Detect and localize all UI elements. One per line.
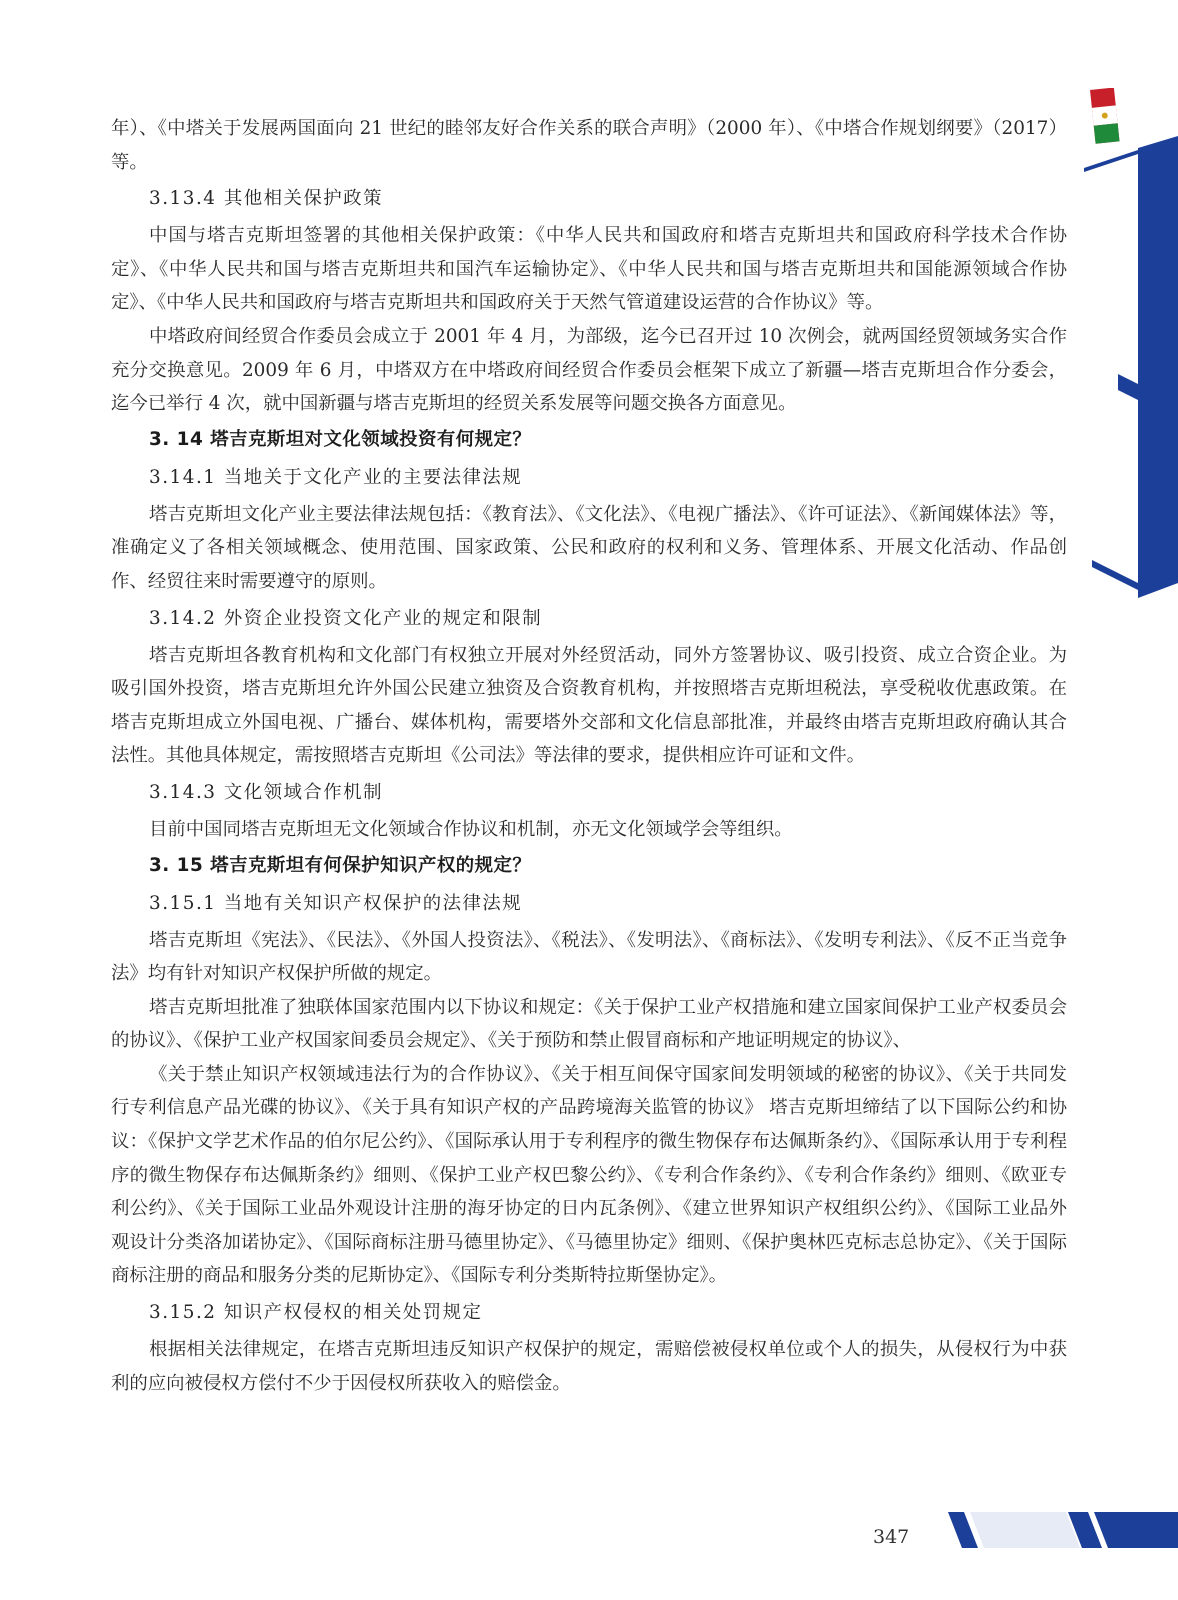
subsection-heading: 3.14.1 当地关于文化产业的主要法律法规 xyxy=(149,466,523,488)
subsection-heading: 3.14.2 外资企业投资文化产业的规定和限制 xyxy=(149,607,543,629)
page-number: 347 xyxy=(873,1526,910,1548)
body-paragraph: 中国与塔吉克斯坦签署的其他相关保护政策：《中华人民共和国政府和塔吉克斯坦共和国政府科学技术合作协定》、《中华人民共和国与塔吉克斯坦共和国汽车运输协定》、《中华人民共和国与塔吉克斯坦共和国能源领域合作协定》、《中华人民共和国政府与塔吉克斯坦共和国政府关于天然气管道建设运营的合作协议》等。 xyxy=(111,225,1067,314)
body-paragraph: 目前中国同塔吉克斯坦无文化领域合作协议和机制，亦无文化领域学会等组织。 xyxy=(149,818,793,840)
section-heading: 3. 15 塔吉克斯坦有何保护知识产权的规定？ xyxy=(149,854,532,876)
tajikistan-flag-icon xyxy=(1090,88,1120,144)
body-paragraph: 《关于禁止知识产权领域违法行为的合作协议》、《关于相互间保守国家间发明领域的秘密的协议》、《关于共同发行专利信息产品光碟的协议》、《关于具有知识产权的产品跨境海关监管的协议》 塔吉克斯坦缔结了以下国际公约和协议：《保护文学艺术作品的伯尔尼公约》、《国际承认用于专利程序的微生物保存布达佩斯条约》、《国际承认用于专利程序的微生物保存布达佩斯条约》细则、《保护工业产权巴黎公约》、《专利合作条约》、《专利合作条约》细则、《欧亚专利公约》、《关于国际工业品外观设计注册的海牙协定的日内瓦条例》、《建立世界知识产权组织公约》、《国际工业品外观设计分类洛加诺协定》、《国际商标注册马德里协定》、《马德里协定》细则、《保护奥林匹克标志总协定》、《关于国际商标注册的商品和服务分类的尼斯协定》、《国际专利分类斯特拉斯堡协定》。 xyxy=(111,1063,1067,1287)
body-paragraph: 塔吉克斯坦《宪法》、《民法》、《外国人投资法》、《税法》、《发明法》、《商标法》、《发明专利法》、《反不正当竞争法》均有针对知识产权保护所做的规定。 xyxy=(111,929,1067,985)
body-paragraph: 根据相关法律规定，在塔吉克斯坦违反知识产权保护的规定，需赔偿被侵权单位或个人的损失，从侵权行为中获利的应向被侵权方偿付不少于因侵权所获收入的赔偿金。 xyxy=(111,1339,1067,1394)
body-paragraph: 年）、《中塔关于发展两国面向 21 世纪的睦邻友好合作关系的联合声明》（2000 年）、《中塔合作规划纲要》（2017）等。 xyxy=(111,118,1067,173)
side-decoration xyxy=(1078,88,1178,598)
subsection-heading: 3.15.1 当地有关知识产权保护的法律法规 xyxy=(149,892,523,914)
body-paragraph: 塔吉克斯坦文化产业主要法律法规包括：《教育法》、《文化法》、《电视广播法》、《许可证法》、《新闻媒体法》等，准确定义了各相关领域概念、使用范围、国家政策、公民和政府的权利和义务、管理体系、开展文化活动、作品创作、经贸往来时需要遵守的原则。 xyxy=(111,503,1067,592)
subsection-heading: 3.13.4 其他相关保护政策 xyxy=(149,188,383,210)
subsection-heading: 3.15.2 知识产权侵权的相关处罚规定 xyxy=(149,1302,483,1324)
section-heading: 3. 14 塔吉克斯坦对文化领域投资有何规定？ xyxy=(149,428,532,450)
subsection-heading: 3.14.3 文化领域合作机制 xyxy=(149,781,383,803)
document-body xyxy=(111,112,1067,1400)
body-paragraph: 塔吉克斯坦各教育机构和文化部门有权独立开展对外经贸活动，同外方签署协议、吸引投资、成立合资企业。为吸引国外投资，塔吉克斯坦允许外国公民建立独资及合资教育机构，并按照塔吉克斯坦税法，享受税收优惠政策。在塔吉克斯坦成立外国电视、广播台、媒体机构，需要塔外交部和文化信息部批准，并最终由塔吉克斯坦政府确认其合法性。其他具体规定，需按照塔吉克斯坦《公司法》等法律的要求，提供相应许可证和文件。 xyxy=(111,644,1067,767)
body-paragraph: 中塔政府间经贸合作委员会成立于 2001 年 4 月，为部级，迄今已召开过 10 次例会，就两国经贸领域务实合作充分交换意见。2009 年 6 月，中塔双方在中塔政府间经贸合作委员会框架下成立了新疆—塔吉克斯坦合作分委会，迄今已举行 4 次，就中国新疆与塔吉克斯坦的经贸关系发展等问题交换各方面意见。 xyxy=(111,325,1067,415)
corner-decoration xyxy=(948,1512,1178,1552)
body-paragraph: 塔吉克斯坦批准了独联体国家范围内以下协议和规定：《关于保护工业产权措施和建立国家间保护工业产权委员会的协议》、《保护工业产权国家间委员会规定》、《关于预防和禁止假冒商标和产地证明规定的协议》、 xyxy=(111,996,1067,1052)
